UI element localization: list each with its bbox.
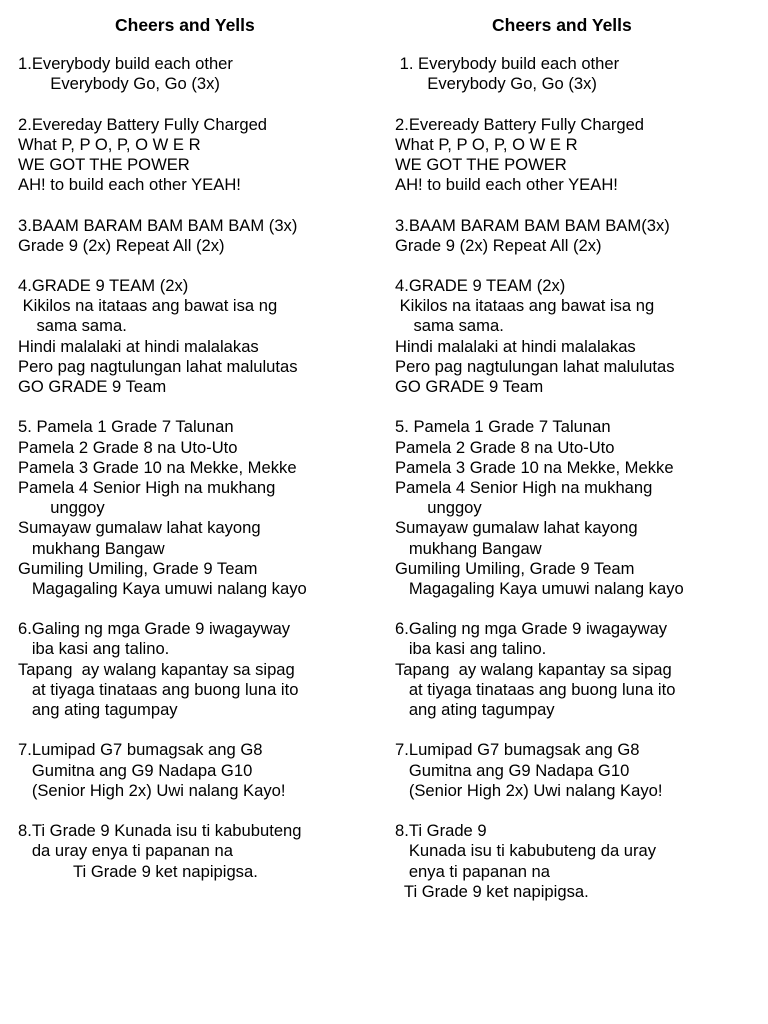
text-line: mukhang Bangaw bbox=[395, 538, 542, 558]
blank-line bbox=[395, 801, 755, 821]
text-line: Ti Grade 9 ket napipigsa. bbox=[395, 881, 589, 901]
text-line: 2.Eveready Battery Fully Charged bbox=[395, 114, 645, 134]
text-line: ang ating tagumpay bbox=[395, 700, 555, 719]
text-line: Gumitna ang G9 Nadapa G10 bbox=[395, 760, 630, 780]
text-line: at tiyaga tinataas ang buong luna ito bbox=[395, 679, 676, 699]
text-line: enya ti papanan na bbox=[395, 861, 550, 881]
text-line: sama sama. bbox=[395, 316, 504, 336]
text-line: Everybody Go, Go (3x) bbox=[18, 74, 220, 94]
text-line: WE GOT THE POWER bbox=[18, 154, 190, 174]
text-line: 4.GRADE 9 TEAM (2x) bbox=[18, 276, 189, 296]
blank-line bbox=[18, 397, 378, 417]
text-line: Pamela 3 Grade 10 na Mekke, Mekke bbox=[18, 457, 297, 477]
text-line: 7.Lumipad G7 bumagsak ang G8 bbox=[18, 740, 263, 760]
left-title: Cheers and Yells bbox=[115, 15, 255, 35]
text-line: da uray enya ti papanan na bbox=[18, 841, 233, 861]
text-line: 1. Everybody build each other bbox=[395, 54, 620, 73]
left-column bbox=[18, 12, 378, 882]
text-line: WE GOT THE POWER bbox=[395, 154, 567, 174]
text-line: 3.BAAM BARAM BAM BAM BAM (3x) bbox=[18, 215, 298, 235]
text-line: Gumiling Umiling, Grade 9 Team bbox=[18, 558, 258, 578]
text-line: Pero pag nagtulungan lahat malulutas bbox=[18, 356, 298, 376]
blank-line bbox=[18, 94, 378, 114]
text-line: Ti Grade 9 ket napipigsa. bbox=[18, 861, 258, 881]
blank-line bbox=[395, 397, 755, 417]
text-line: iba kasi ang talino. bbox=[18, 639, 170, 659]
text-line: What P, P O, P, O W E R bbox=[18, 134, 201, 154]
text-line: AH! to build each other YEAH! bbox=[395, 175, 618, 195]
text-line: Gumitna ang G9 Nadapa G10 bbox=[18, 760, 253, 780]
text-line: 8.Ti Grade 9 Kunada isu ti kabubuteng bbox=[18, 821, 302, 841]
text-line: 7.Lumipad G7 bumagsak ang G8 bbox=[395, 740, 640, 760]
text-line: Pamela 2 Grade 8 na Uto-Uto bbox=[18, 437, 238, 457]
text-line: 6.Galing ng mga Grade 9 iwagayway bbox=[18, 619, 291, 639]
text-line: Grade 9 (2x) Repeat All (2x) bbox=[395, 235, 602, 255]
text-line: AH! to build each other YEAH! bbox=[18, 175, 241, 195]
text-line: 2.Evereday Battery Fully Charged bbox=[18, 114, 268, 134]
right-body bbox=[395, 54, 755, 902]
text-line: 4.GRADE 9 TEAM (2x) bbox=[395, 276, 566, 296]
text-line: What P, P O, P, O W E R bbox=[395, 134, 578, 154]
text-line: (Senior High 2x) Uwi nalang Kayo! bbox=[18, 780, 286, 800]
text-line: iba kasi ang talino. bbox=[395, 639, 547, 659]
right-title: Cheers and Yells bbox=[492, 15, 632, 35]
text-line: 3.BAAM BARAM BAM BAM BAM(3x) bbox=[395, 215, 670, 235]
text-line: Sumayaw gumalaw lahat kayong bbox=[395, 518, 638, 538]
text-line: 5. Pamela 1 Grade 7 Talunan bbox=[18, 417, 234, 437]
text-line: (Senior High 2x) Uwi nalang Kayo! bbox=[395, 780, 663, 800]
text-line: 5. Pamela 1 Grade 7 Talunan bbox=[395, 417, 611, 437]
text-line: Pamela 3 Grade 10 na Mekke, Mekke bbox=[395, 457, 674, 477]
blank-line bbox=[18, 195, 378, 215]
text-line: 1.Everybody build each other bbox=[18, 54, 233, 73]
text-line: Gumiling Umiling, Grade 9 Team bbox=[395, 558, 635, 578]
text-line: Grade 9 (2x) Repeat All (2x) bbox=[18, 235, 225, 255]
text-line: Kikilos na itataas ang bawat isa ng bbox=[18, 296, 278, 316]
left-body bbox=[18, 54, 378, 882]
text-line: GO GRADE 9 Team bbox=[18, 377, 167, 396]
text-line: sama sama. bbox=[18, 316, 127, 336]
text-line: Everybody Go, Go (3x) bbox=[395, 74, 597, 94]
text-line: Magagaling Kaya umuwi nalang kayo bbox=[395, 578, 684, 598]
blank-line bbox=[395, 256, 755, 276]
blank-line bbox=[395, 94, 755, 114]
text-line: Pero pag nagtulungan lahat malulutas bbox=[395, 356, 675, 376]
text-line: 6.Galing ng mga Grade 9 iwagayway bbox=[395, 619, 668, 639]
text-line: Hindi malalaki at hindi malalakas bbox=[18, 336, 259, 356]
text-line: Pamela 4 Senior High na mukhang bbox=[395, 477, 653, 497]
text-line: ang ating tagumpay bbox=[18, 700, 178, 719]
text-line: Kunada isu ti kabubuteng da uray bbox=[395, 841, 657, 861]
text-line: unggoy bbox=[18, 498, 105, 518]
text-line: unggoy bbox=[395, 498, 482, 518]
blank-line bbox=[395, 195, 755, 215]
text-line: Sumayaw gumalaw lahat kayong bbox=[18, 518, 261, 538]
text-line: 8.Ti Grade 9 bbox=[395, 821, 487, 841]
text-line: GO GRADE 9 Team bbox=[395, 377, 544, 396]
text-line: Tapang ay walang kapantay sa sipag bbox=[18, 659, 295, 679]
blank-line bbox=[395, 720, 755, 740]
text-line: Tapang ay walang kapantay sa sipag bbox=[395, 659, 672, 679]
text-line: Pamela 2 Grade 8 na Uto-Uto bbox=[395, 437, 615, 457]
blank-line bbox=[18, 720, 378, 740]
text-line: at tiyaga tinataas ang buong luna ito bbox=[18, 679, 299, 699]
text-line: Kikilos na itataas ang bawat isa ng bbox=[395, 296, 655, 316]
text-line: mukhang Bangaw bbox=[18, 538, 165, 558]
blank-line bbox=[18, 256, 378, 276]
blank-line bbox=[18, 599, 378, 619]
text-line: Magagaling Kaya umuwi nalang kayo bbox=[18, 578, 307, 598]
text-line: Hindi malalaki at hindi malalakas bbox=[395, 336, 636, 356]
blank-line bbox=[18, 801, 378, 821]
blank-line bbox=[395, 599, 755, 619]
right-column bbox=[395, 12, 755, 902]
text-line: Pamela 4 Senior High na mukhang bbox=[18, 477, 276, 497]
